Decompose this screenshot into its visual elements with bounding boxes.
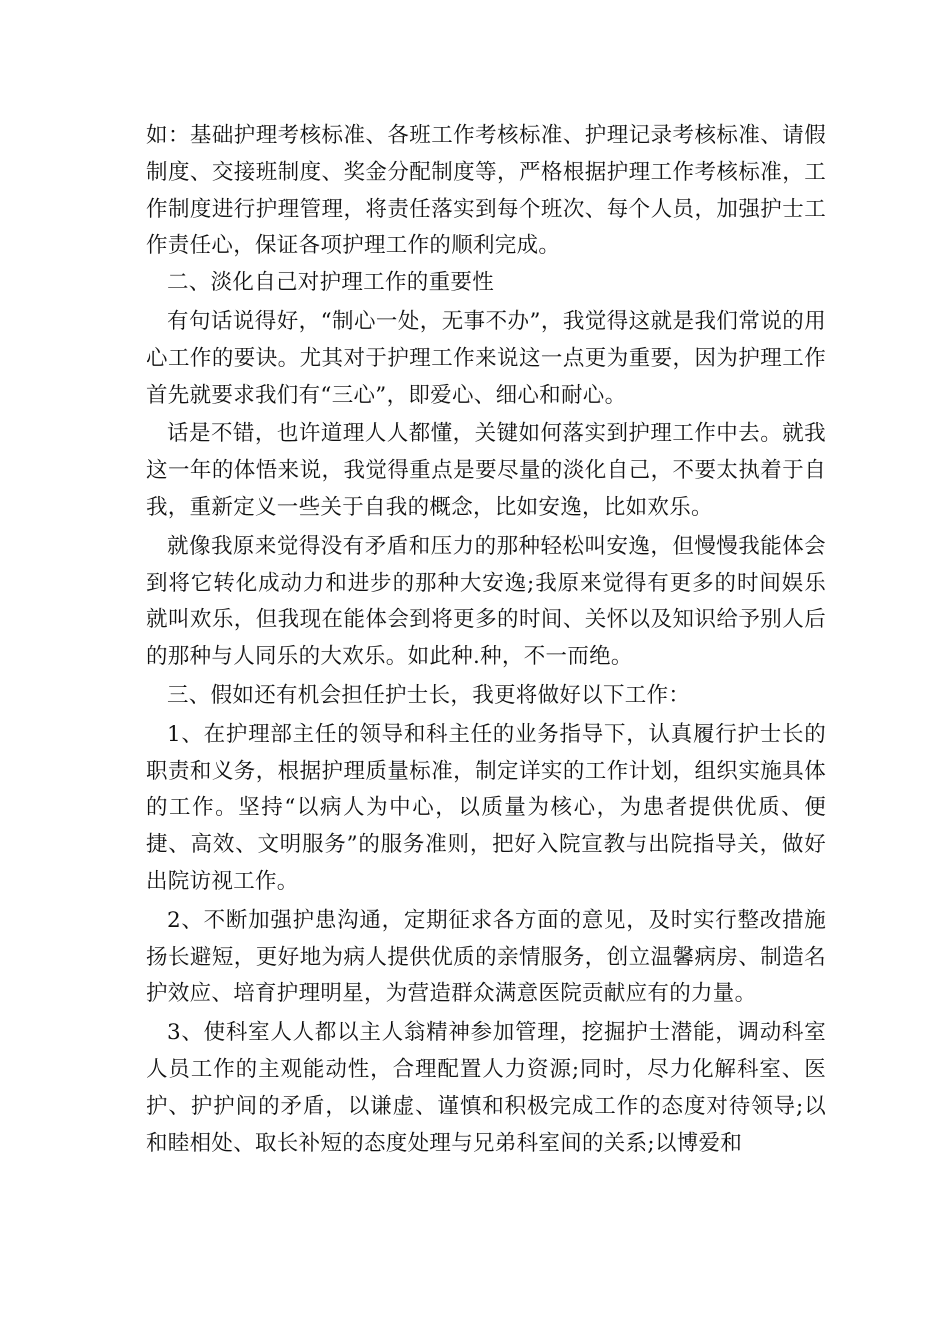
paragraph-3: 有句话说得好，“制心一处，无事不办”，我觉得这就是我们常说的用心工作的要诀。尤其对于护理工作来说这一点更为重要，因为护理工作首先就要求我们有“三心”，即爱心、细心和耐心。: [146, 308, 826, 408]
document-page: [146, 118, 826, 1162]
section-heading-2: 二、淡化自己对护理工作的重要性: [167, 270, 495, 296]
paragraph-1: 如：基础护理考核标准、各班工作考核标准、护理记录考核标准、请假制度、交接班制度、奖金分配制度等，严格根据护理工作考核标准，工作制度进行护理管理，将责任落实到每个班次、每个人员，加强护士工作责任心，保证各项护理工作的顺利完成。: [146, 123, 826, 259]
paragraph-4: 话是不错，也许道理人人都懂，关键如何落实到护理工作中去。就我这一年的体悟来说，我觉得重点是要尽量的淡化自己，不要太执着于自我，重新定义一些关于自我的概念，比如安逸，比如欢乐。: [146, 421, 826, 520]
list-item-2: 2、不断加强护患沟通，定期征求各方面的意见，及时实行整改措施扬长避短，更好地为病人提供优质的亲情服务，创立温馨病房、制造名护效应、培育护理明星，为营造群众满意医院贡献应有的力量。: [146, 907, 826, 1007]
paragraph-5: 就像我原来觉得没有矛盾和压力的那种轻松叫安逸，但慢慢我能体会到将它转化成动力和进步的那种大安逸;我原来觉得有更多的时间娱乐就叫欢乐，但我现在能体会到将更多的时间、关怀以及知识给予别人后的那种与人同乐的大欢乐。如此种.种，不一而绝。: [146, 533, 826, 670]
list-item-1: 1、在护理部主任的领导和科主任的业务指导下，认真履行护士长的职责和义务，根据护理质量标准，制定详实的工作计划，组织实施具体的工作。坚持“以病人为中心，以质量为核心，为患者提供优质、便捷、高效、文明服务”的服务准则，把好入院宣教与出院指导关，做好出院访视工作。: [146, 721, 826, 894]
list-item-3: 3、使科室人人都以主人翁精神参加管理，挖掘护士潜能，调动科室人员工作的主观能动性，合理配置人力资源;同时，尽力化解科室、医护、护护间的矛盾，以谦虚、谨慎和积极完成工作的态度对待领导;以和睦相处、取长补短的态度处理与兄弟科室间的关系;以博爱和: [146, 1020, 826, 1156]
section-heading-3: 三、假如还有机会担任护士长，我更将做好以下工作：: [167, 682, 691, 708]
